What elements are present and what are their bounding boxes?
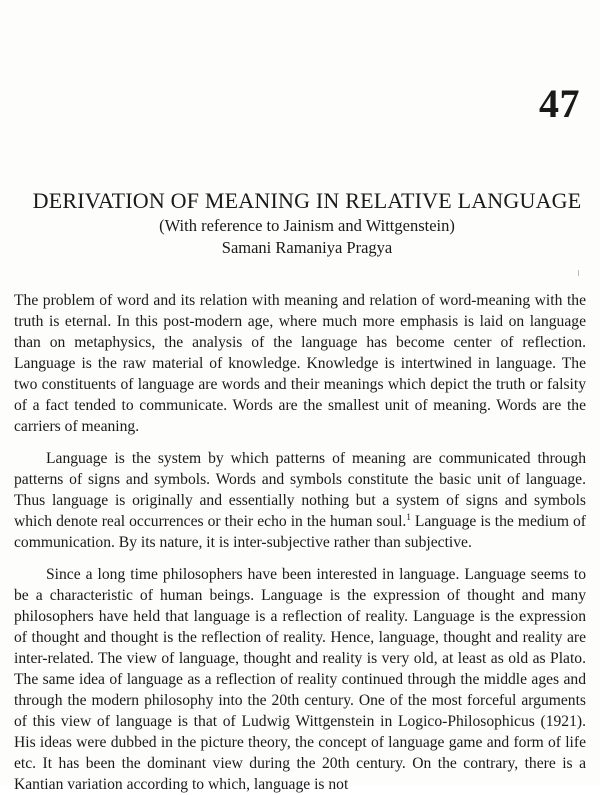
- body-text: [14, 290, 586, 795]
- footnote-reference[interactable]: 1: [406, 511, 411, 522]
- paragraph: The problem of word and its relation with meaning and relation of word-meaning with the truth is eternal. In this post-modern age, where much more emphasis is laid on language than on metaphysics, the analysis of the language has become center of reflection. Language is the raw material of knowledge. Knowledge is intertwined in language. The two constituents of language are words and their meanings which depict the truth or falsity of a fact tended to communicate. Words are the smallest unit of meaning. Words are the carriers of meaning.: [14, 292, 586, 435]
- chapter-subtitle: (With reference to Jainism and Wittgenstein): [159, 216, 455, 235]
- chapter-number: 47: [539, 81, 580, 126]
- paragraph: Since a long time philosophers have been interested in language. Language seems to be a characteristic of human beings. Language is the expression of thought and many philosophers have held that language is a reflection of reality. Language is the expression of thought and thought is the reflection of reality. Hence, language, thought and reality are inter-related. The view of language, thought and reality is very old, at least as old as Plato. The same idea of language as a reflection of reality continued through the middle ages and through the modern philosophy into the 20th century. One of the most forceful arguments of this view of language is that of Ludwig Wittgenstein in Logico-Philosophicus (1921). His ideas were dubbed in the picture theory, the concept of language game and form of life etc. It has been the dominant view during the 20th century. On the contrary, there is a Kantian variation according to which, language is not: [14, 566, 586, 793]
- paragraph-text: Language is the medium of communication. By its nature, it is inter-subjective rather than subjective.: [14, 513, 586, 551]
- chapter-title: DERIVATION OF MEANING IN RELATIVE LANGUAGE: [32, 188, 582, 213]
- margin-mark: [578, 270, 579, 276]
- chapter-author: Samani Ramaniya Pragya: [221, 238, 393, 257]
- paragraph: [14, 448, 586, 553]
- paragraph-text: Language is the system by which patterns of meaning are communicated through patterns of signs and symbols. Words and symbols constitute the basic unit of language. Thus language is originally and essentially nothing but a system of signs and symbols which denote real occurrences or their echo in the human soul.: [14, 450, 586, 530]
- chapter-heading: [0, 188, 600, 259]
